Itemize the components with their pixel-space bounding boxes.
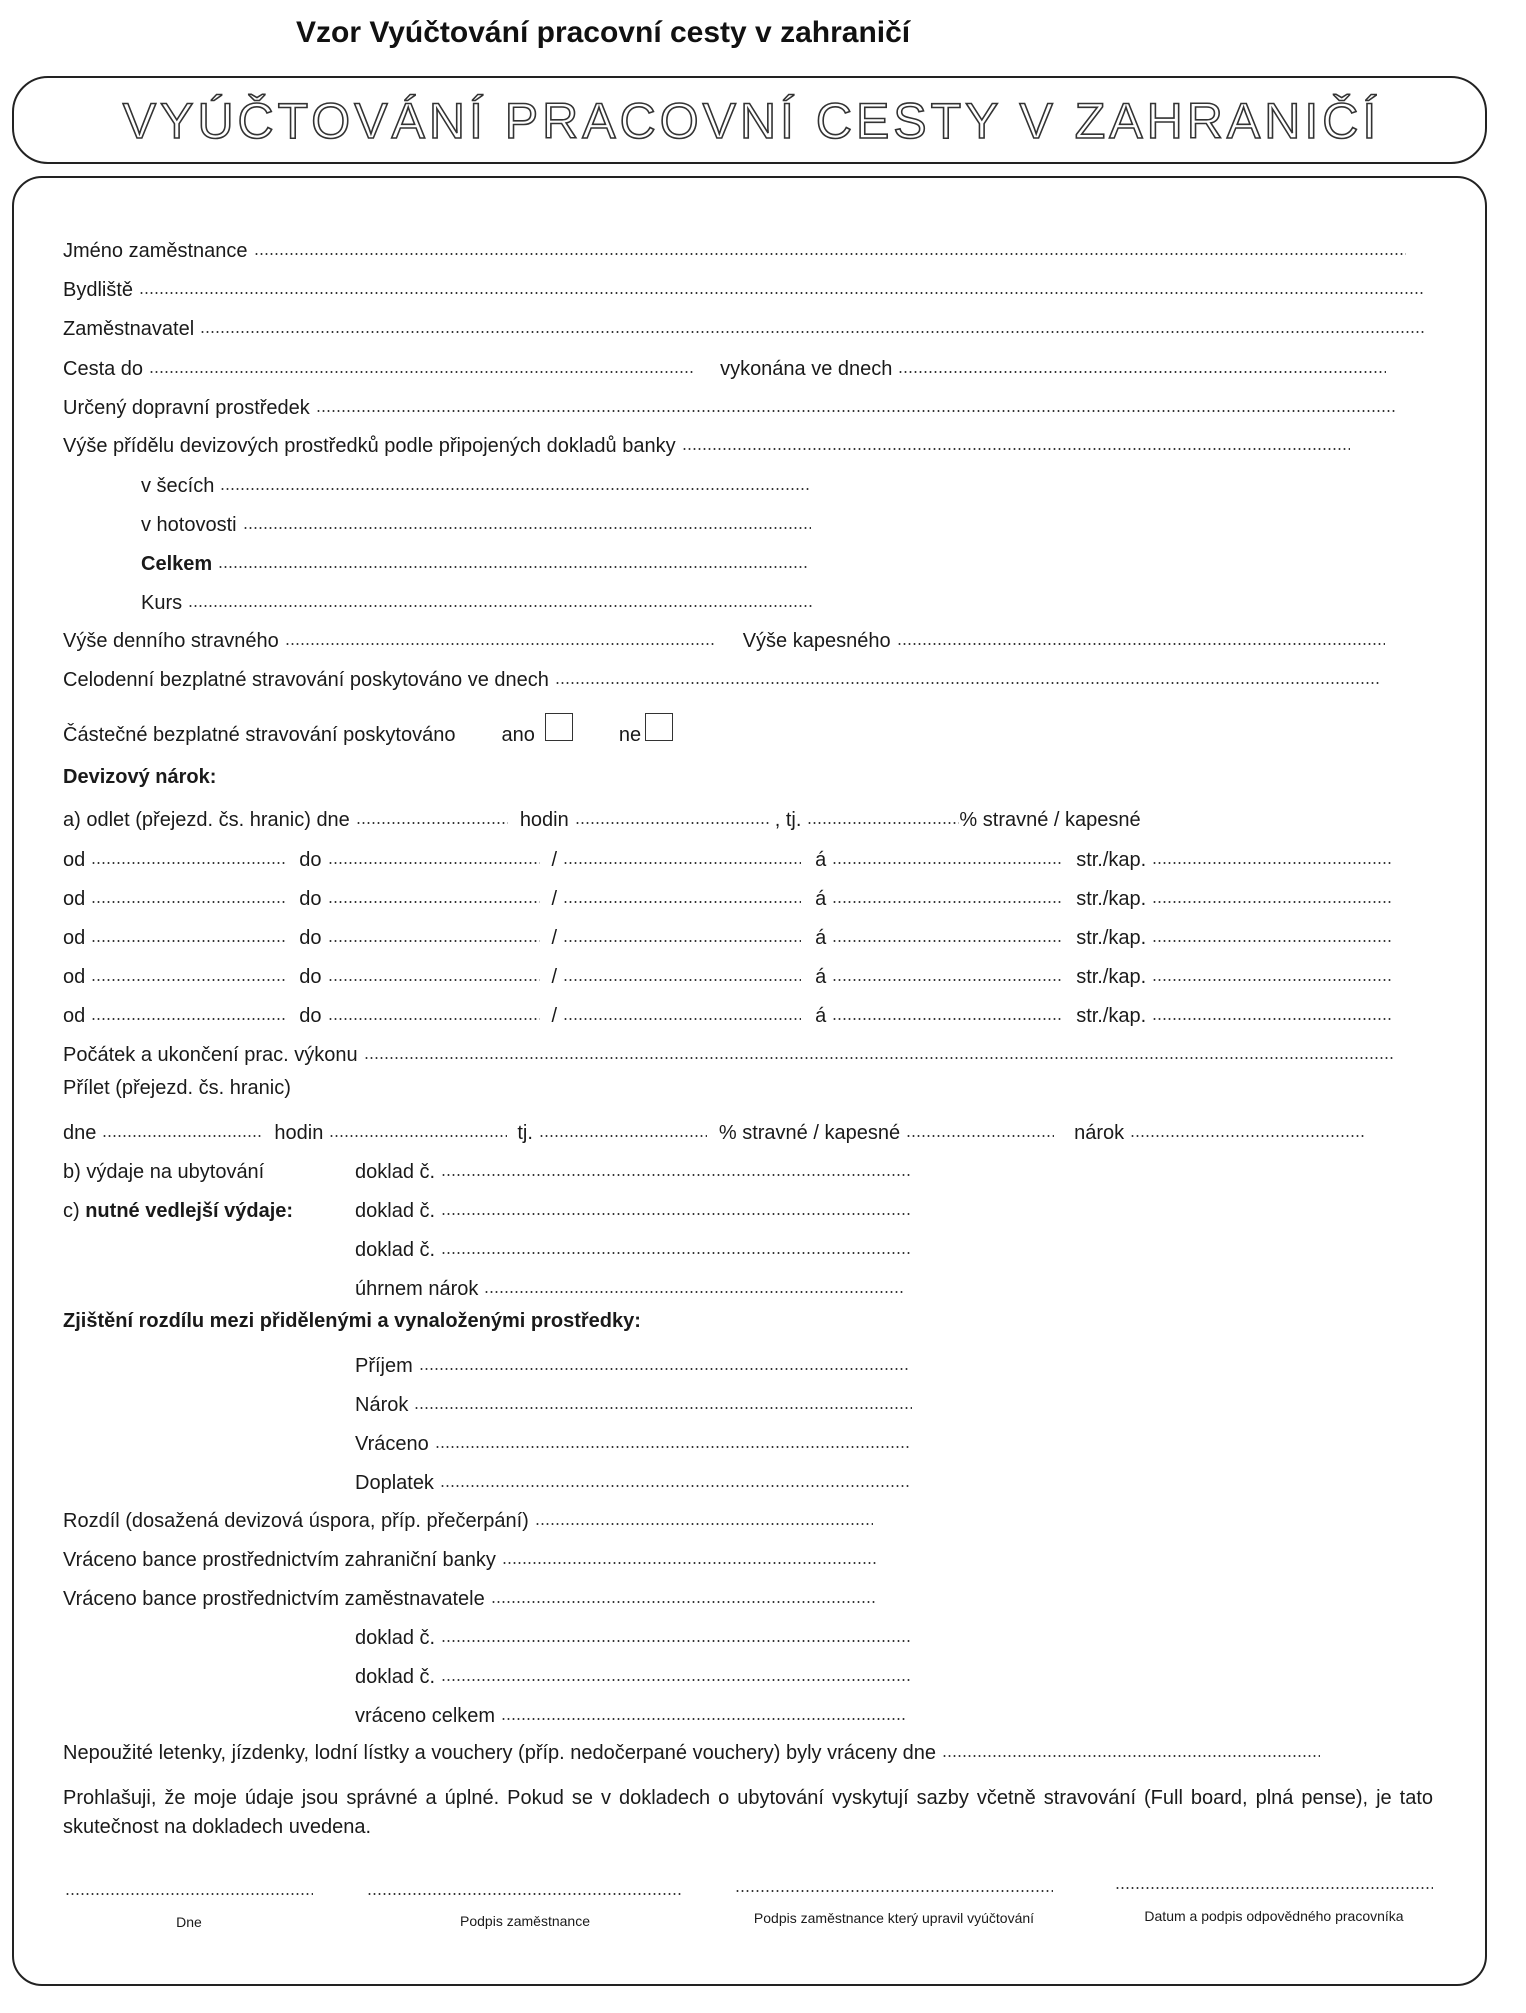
label-doklad: doklad č. — [355, 1239, 436, 1261]
form-title: VYÚČTOVÁNÍ PRACOVNÍ CESTY V ZAHRANIČÍ — [122, 93, 1381, 149]
field-denni-stravne[interactable] — [285, 623, 715, 647]
field-vyse-pridelu[interactable] — [682, 428, 1350, 452]
field-cesta-do[interactable] — [149, 351, 694, 375]
label-dopravni: Určený dopravní prostředek — [63, 397, 310, 419]
field-narok2[interactable] — [414, 1387, 912, 1411]
row-odlet — [63, 802, 1141, 832]
label-slash: / — [551, 1005, 558, 1027]
row-zamestnavatel — [63, 311, 1431, 341]
field-prilet-dne[interactable] — [102, 1115, 262, 1139]
devizovy-heading: Devizový nárok: — [63, 766, 217, 788]
row-zamestnavatele — [63, 1581, 883, 1611]
field-prijem[interactable] — [419, 1348, 909, 1372]
label-a: á — [815, 966, 827, 988]
field-v-hotovosti[interactable] — [243, 507, 811, 531]
label-kurs: Kurs — [141, 592, 183, 614]
label-a: á — [815, 927, 827, 949]
field-uhrnem[interactable] — [484, 1271, 904, 1295]
field-zamestnavatel[interactable] — [200, 311, 1425, 335]
label-zamestnavatele: Vráceno bance prostřednictvím zaměstnavatele — [63, 1588, 485, 1610]
label-narok2: Nárok — [355, 1394, 409, 1416]
field-do[interactable] — [328, 998, 540, 1022]
label-v-hotovosti: v hotovosti — [141, 514, 237, 536]
field-celkem[interactable] — [218, 546, 808, 570]
label-od: od — [63, 1005, 86, 1027]
row-od-do — [63, 920, 1398, 950]
row-narok2 — [355, 1387, 918, 1417]
row-zahranicni — [63, 1542, 882, 1572]
row-cesta — [63, 351, 1392, 381]
label-doklad: doklad č. — [355, 1200, 436, 1222]
label-jmeno: Jméno zaměstnance — [63, 240, 248, 262]
label-slash: / — [551, 849, 558, 871]
label-ubytovani: b) výdaje na ubytování — [63, 1161, 265, 1183]
label-odlet-hodin: hodin — [519, 809, 569, 831]
label-do: do — [299, 1005, 322, 1027]
field-strkap[interactable] — [1152, 959, 1392, 983]
row-rozdil-heading — [63, 1309, 641, 1333]
row-od-do — [63, 959, 1398, 989]
row-uhrnem — [355, 1271, 910, 1301]
field-vykonana[interactable] — [898, 351, 1386, 375]
row-bydliste — [63, 272, 1430, 302]
label-odlet: a) odlet (přejezd. čs. hranic) dne — [63, 809, 350, 831]
row-rozdil — [63, 1503, 879, 1533]
page-heading: Vzor Vyúčtování pracovní cesty v zahraničí — [296, 16, 911, 49]
label-od: od — [63, 927, 86, 949]
label-zamestnavatel: Zaměstnavatel — [63, 318, 195, 340]
field-doklad-b[interactable] — [441, 1659, 911, 1683]
row-stravne — [63, 623, 1391, 653]
row-doklad-a — [355, 1620, 917, 1650]
label-uhrnem: úhrnem nárok — [355, 1278, 479, 1300]
field-odlet-hodin[interactable] — [575, 802, 769, 826]
label-do: do — [299, 927, 322, 949]
row-od-do — [63, 842, 1398, 872]
field-zamestnavatele[interactable] — [491, 1581, 877, 1605]
row-nepouzite — [63, 1735, 1326, 1765]
label-vyse-pridelu: Výše přídělu devizových prostředků podle připojených dokladů banky — [63, 435, 676, 457]
field-od[interactable] — [91, 881, 287, 905]
label-prilet-hodin: hodin — [274, 1122, 324, 1144]
label-vraceno-celkem: vráceno celkem — [355, 1705, 496, 1727]
field-hodin[interactable] — [563, 959, 801, 983]
label-celodenni: Celodenní bezplatné stravování poskytováno ve dnech — [63, 669, 549, 691]
label-denni-stravne: Výše denního stravného — [63, 630, 279, 652]
rozdil-heading: Zjištění rozdílu mezi přidělenými a vynaloženými prostředky: — [63, 1310, 641, 1332]
field-vraceno-celkem[interactable] — [501, 1698, 905, 1722]
field-vedlejsi-doklad-2[interactable] — [441, 1232, 911, 1256]
row-vedlejsi — [63, 1193, 917, 1223]
row-od-do — [63, 998, 1398, 1028]
field-odlet-tj[interactable] — [807, 802, 959, 826]
signature-line-upravil[interactable] — [735, 1889, 1053, 1895]
row-jmeno — [63, 233, 1412, 263]
label-vraceno: Vráceno — [355, 1433, 429, 1455]
checkbox-ne[interactable] — [645, 713, 673, 741]
label-doklad: doklad č. — [355, 1627, 436, 1649]
row-dopravni — [63, 390, 1402, 420]
label-cesta-do: Cesta do — [63, 358, 144, 380]
label-dne: dne — [63, 1122, 97, 1144]
label-do: do — [299, 966, 322, 988]
label-od: od — [63, 888, 86, 910]
row-vraceno-celkem — [355, 1698, 911, 1728]
field-kapesne[interactable] — [897, 623, 1385, 647]
field-nepouzite[interactable] — [942, 1735, 1320, 1759]
row-prilet-detail — [63, 1115, 1370, 1145]
label-bydliste: Bydliště — [63, 279, 134, 301]
field-od[interactable] — [91, 959, 287, 983]
label-nepouzite: Nepoužité letenky, jízdenky, lodní lístky a vouchery (příp. nedočerpané vouchery) byly vráceny dne — [63, 1742, 937, 1764]
label-strkap: str./kap. — [1076, 888, 1147, 910]
label-do: do — [299, 888, 322, 910]
signature-label-dne: Dne — [176, 1914, 202, 1930]
field-doklad-a[interactable] — [441, 1620, 911, 1644]
label-slash: / — [551, 966, 558, 988]
row-celodenni — [63, 662, 1387, 692]
field-a[interactable] — [832, 842, 1062, 866]
field-bydliste[interactable] — [139, 272, 1424, 296]
field-a[interactable] — [832, 920, 1062, 944]
signature-label-upravil: Podpis zaměstnance který upravil vyúčtování — [753, 1910, 1035, 1926]
label-v-secich: v šecích — [141, 475, 215, 497]
row-od-do — [63, 881, 1398, 911]
field-zahranicni[interactable] — [502, 1542, 876, 1566]
field-a[interactable] — [832, 959, 1062, 983]
field-celodenni[interactable] — [555, 662, 1381, 686]
field-strkap[interactable] — [1152, 842, 1392, 866]
row-devizovy-heading — [63, 765, 216, 789]
label-prilet: Přílet (přejezd. čs. hranic) — [63, 1077, 291, 1099]
row-vyse-pridelu — [63, 428, 1356, 458]
row-kurs — [141, 585, 819, 615]
label-kapesne: Výše kapesného — [742, 630, 891, 652]
label-a: á — [815, 849, 827, 871]
row-ubytovani — [63, 1154, 917, 1184]
row-vedlejsi-2 — [355, 1232, 917, 1262]
field-ubytovani-doklad[interactable] — [441, 1154, 911, 1178]
label-narok: nárok — [1074, 1122, 1125, 1144]
checkbox-ano[interactable] — [545, 713, 573, 741]
field-prilet-hodin[interactable] — [329, 1115, 507, 1139]
field-pocatek[interactable] — [364, 1037, 1394, 1061]
label-vedlejsi — [63, 1199, 355, 1223]
field-jmeno[interactable] — [254, 233, 1406, 257]
field-hodin[interactable] — [563, 881, 801, 905]
label-strkap: str./kap. — [1076, 1005, 1147, 1027]
row-castecne — [63, 713, 673, 747]
declaration-text: Prohlašuji, že moje údaje jsou správné a úplné. Pokud se v dokladech o ubytování vyskytují sazby včetně stravování (Full board, plná pense), je tato skutečnost na dokladech uvedena. — [63, 1787, 1433, 1838]
label-do: do — [299, 849, 322, 871]
label-castecne: Částečné bezplatné stravování poskytováno — [63, 724, 456, 746]
label-prilet-tj: tj. — [517, 1122, 533, 1144]
label-doklad: doklad č. — [355, 1161, 436, 1183]
label-prijem: Příjem — [355, 1355, 413, 1377]
row-prijem — [355, 1348, 915, 1378]
signature-line-dne[interactable] — [65, 1892, 313, 1898]
field-hodin[interactable] — [563, 842, 801, 866]
label-pocatek: Počátek a ukončení prac. výkonu — [63, 1044, 358, 1066]
label-prilet-stravne: % stravné / kapesné — [718, 1122, 901, 1144]
row-prilet — [63, 1076, 291, 1100]
field-vedlejsi-doklad-1[interactable] — [441, 1193, 911, 1217]
field-a[interactable] — [832, 881, 1062, 905]
label-vykonana: vykonána ve dnech — [720, 358, 893, 380]
field-kurs[interactable] — [188, 585, 813, 609]
field-do[interactable] — [328, 959, 540, 983]
field-od[interactable] — [91, 842, 287, 866]
label-vedlejsi-prefix: c) — [63, 1200, 86, 1222]
field-strkap[interactable] — [1152, 920, 1392, 944]
label-doplatek: Doplatek — [355, 1472, 434, 1494]
field-odlet-dne[interactable] — [356, 802, 508, 826]
row-v-hotovosti — [141, 507, 817, 537]
field-vraceno[interactable] — [435, 1426, 911, 1450]
field-strkap[interactable] — [1152, 998, 1392, 1022]
label-odlet-stravne: % stravné / kapesné — [959, 809, 1141, 831]
label-od: od — [63, 849, 86, 871]
field-doplatek[interactable] — [440, 1465, 910, 1489]
label-strkap: str./kap. — [1076, 849, 1147, 871]
label-slash: / — [551, 888, 558, 910]
signature-line-podpis[interactable] — [367, 1892, 683, 1898]
signature-label-podpis: Podpis zaměstnance — [460, 1913, 590, 1929]
field-do[interactable] — [328, 920, 540, 944]
form-title-banner — [12, 76, 1487, 164]
label-odlet-tj: , tj. — [774, 809, 802, 831]
label-a: á — [815, 1005, 827, 1027]
field-prilet-tj[interactable] — [539, 1115, 707, 1139]
signature-line-datum[interactable] — [1115, 1886, 1433, 1892]
label-zahranicni: Vráceno bance prostřednictvím zahraniční banky — [63, 1549, 496, 1571]
label-ano: ano — [501, 724, 535, 746]
signature-label-datum: Datum a podpis odpovědného pracovníka — [1144, 1908, 1404, 1924]
label-slash: / — [551, 927, 558, 949]
label-doklad: doklad č. — [355, 1666, 436, 1688]
label-celkem: Celkem — [141, 553, 213, 575]
label-ne: ne — [618, 724, 642, 746]
field-v-secich[interactable] — [220, 468, 810, 492]
label-rozdil: Rozdíl (dosažená devizová úspora, příp. přečerpání) — [63, 1510, 529, 1532]
row-v-secich — [141, 468, 816, 498]
row-celkem — [141, 546, 814, 576]
field-strkap[interactable] — [1152, 881, 1392, 905]
label-strkap: str./kap. — [1076, 966, 1147, 988]
field-od[interactable] — [91, 920, 287, 944]
field-prilet-stravne[interactable] — [906, 1115, 1054, 1139]
label-vedlejsi-bold: nutné vedlejší výdaje: — [85, 1200, 294, 1222]
field-dopravni[interactable] — [316, 390, 1396, 414]
field-hodin[interactable] — [563, 998, 801, 1022]
field-do[interactable] — [328, 842, 540, 866]
label-strkap: str./kap. — [1076, 927, 1147, 949]
field-rozdil[interactable] — [535, 1503, 873, 1527]
field-do[interactable] — [328, 881, 540, 905]
row-doplatek — [355, 1465, 916, 1495]
field-narok[interactable] — [1130, 1115, 1364, 1139]
label-a: á — [815, 888, 827, 910]
field-a[interactable] — [832, 998, 1062, 1022]
field-hodin[interactable] — [563, 920, 801, 944]
field-od[interactable] — [91, 998, 287, 1022]
label-od: od — [63, 966, 86, 988]
row-doklad-b — [355, 1659, 917, 1689]
row-vraceno — [355, 1426, 917, 1456]
row-pocatek — [63, 1037, 1400, 1067]
